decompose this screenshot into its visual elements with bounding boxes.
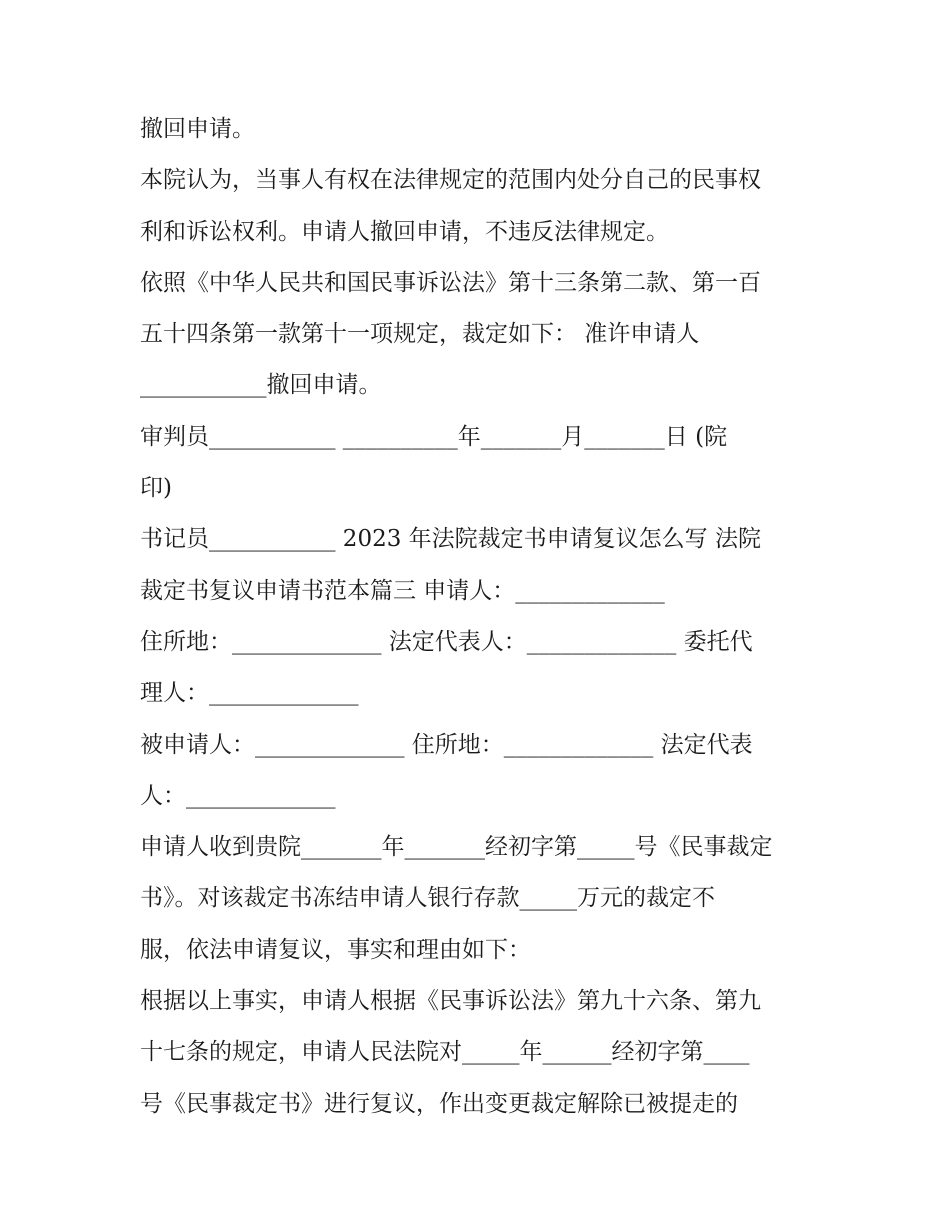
text-line: 被申请人：_____________ 住所地：_____________ 法定代表 <box>140 731 753 758</box>
text-line: 服，依法申请复议，事实和理由如下： <box>140 936 531 963</box>
text-line: 住所地：_____________ 法定代表人：_____________ 委托代 <box>140 628 753 655</box>
text-line: 五十四条第一款第十一项规定，裁定如下： 准许申请人 <box>140 321 700 348</box>
text-line: 裁定书复议申请书范本篇三 申请人：_____________ <box>140 577 665 604</box>
text-line: 根据以上事实，申请人根据《民事诉讼法》第九十六条、第九 <box>140 988 761 1015</box>
text-line: 申请人收到贵院_______年_______经初字第_____号《民事裁定 <box>140 834 773 861</box>
text-line: 本院认为，当事人有权在法律规定的范围内处分自己的民事权 <box>140 167 761 194</box>
text-line: 书记员___________ 2023 年法院裁定书申请复议怎么写 法院 <box>140 526 761 553</box>
text-line: ___________撤回申请。 <box>140 372 382 399</box>
text-line: 理人：_____________ <box>140 680 359 707</box>
text-line: 利和诉讼权利。申请人撤回申请，不违反法律规定。 <box>140 218 669 245</box>
text-line: 人：_____________ <box>140 782 336 809</box>
text-line: 十七条的规定，申请人民法院对_____年______经初字第____ <box>140 1039 750 1066</box>
text-line: 号《民事裁定书》进行复议，作出变更裁定解除已被提走的 <box>140 1090 738 1117</box>
text-line: 撤回申请。 <box>140 116 255 142</box>
text-line: 印) <box>140 475 172 502</box>
text-line: 书》。对该裁定书冻结申请人银行存款_____万元的裁定不 <box>140 885 715 912</box>
document-body <box>140 104 830 1130</box>
text-line: 依照《中华人民共和国民事诉讼法》第十三条第二款、第一百 <box>140 269 761 296</box>
text-line: 审判员___________ __________年_______月_______日 (院 <box>140 423 728 450</box>
